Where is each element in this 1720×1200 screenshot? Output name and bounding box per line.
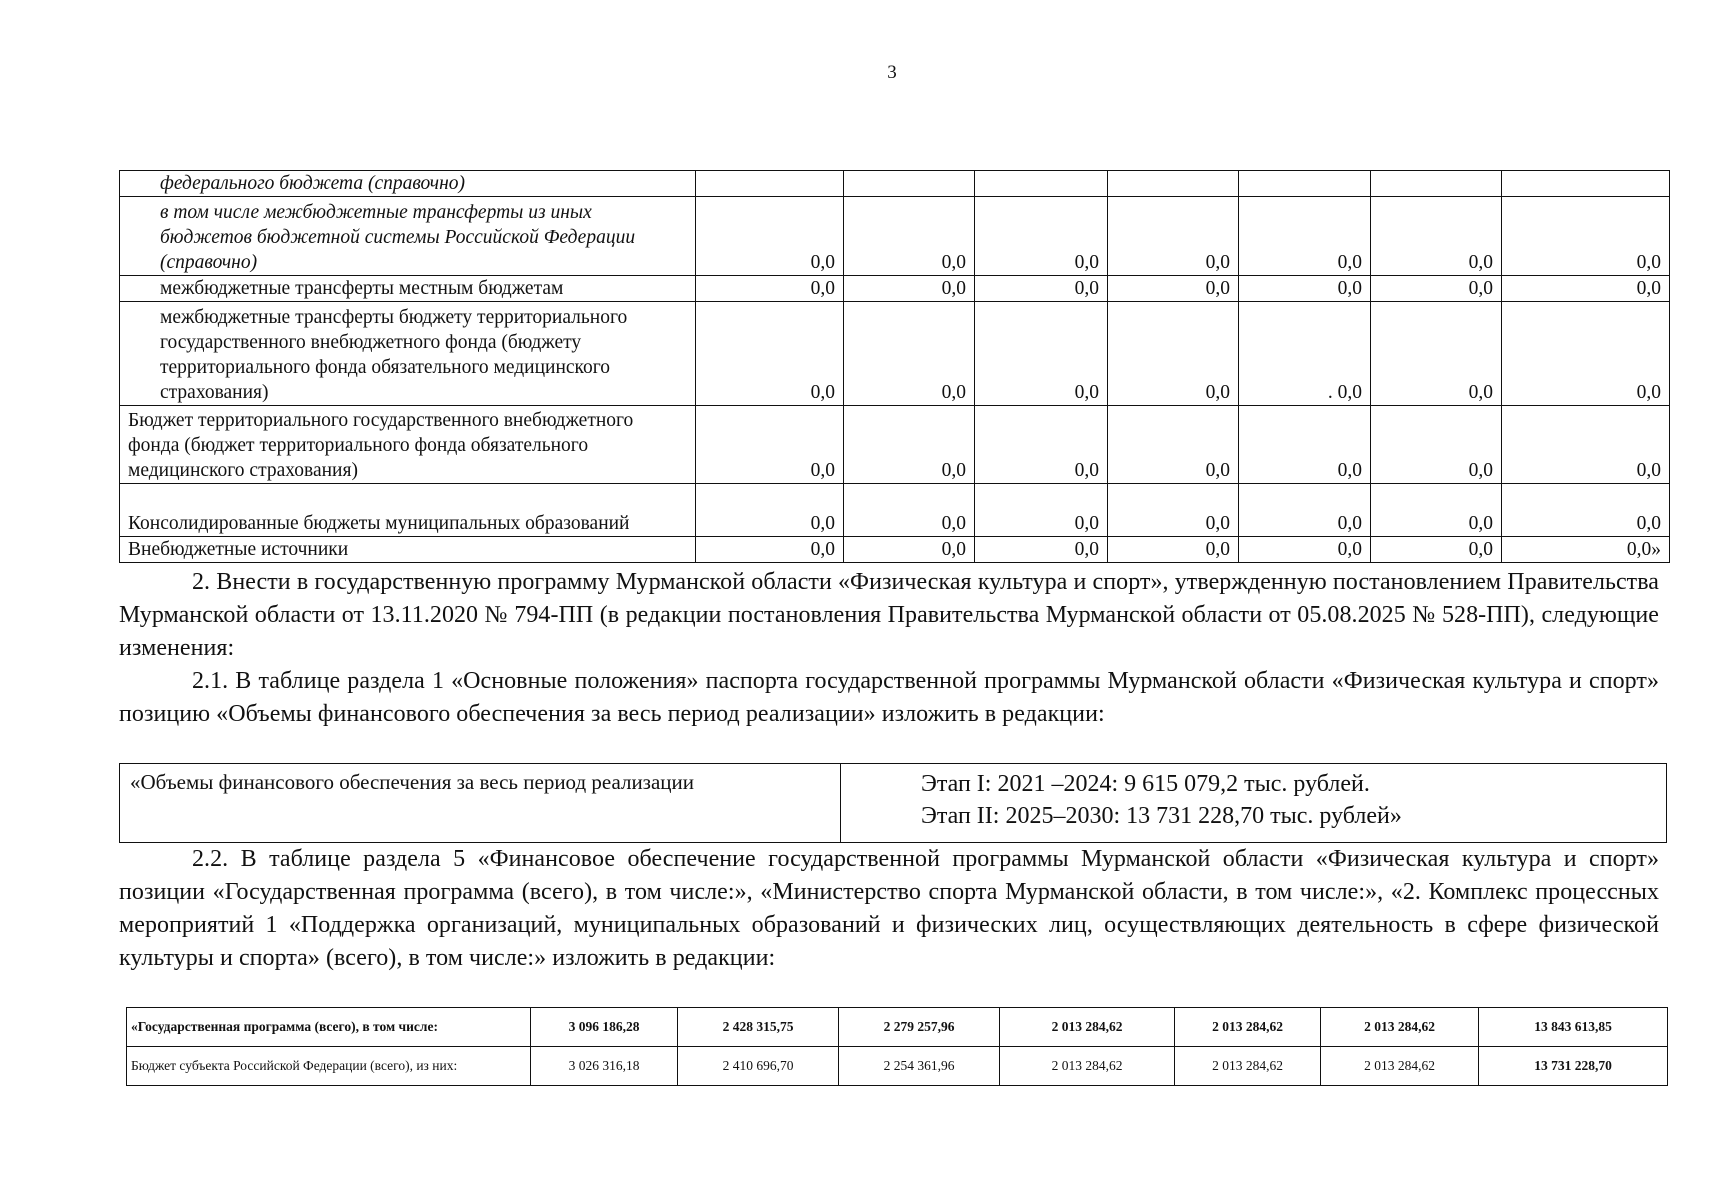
cell-value: 0,0 <box>844 197 975 276</box>
cell-value: 0,0 <box>1371 276 1502 302</box>
cell-value: 0,0 <box>1371 537 1502 563</box>
cell-value: 2 013 284,62 <box>1175 1008 1321 1047</box>
cell-value <box>844 171 975 197</box>
cell-value: 0,0 <box>696 484 844 537</box>
cell-value: 2 013 284,62 <box>1000 1047 1175 1086</box>
cell-value: 0,0 <box>1108 302 1239 406</box>
volume-stages <box>841 764 1667 843</box>
paragraph-2-1-text: 2.1. В таблице раздела 1 «Основные положения» паспорта государственной программы Мурманской области «Физическая культура и спорт» позицию «Объемы финансового обеспечения за весь период реализации» изложить в редакции: <box>119 668 1659 727</box>
paragraph-2 <box>119 566 1659 665</box>
cell-value: 3 026 316,18 <box>531 1047 678 1086</box>
cell-value: 0,0 <box>1108 276 1239 302</box>
cell-value: 2 279 257,96 <box>839 1008 1000 1047</box>
cell-value: 0,0 <box>1239 484 1371 537</box>
cell-value: 2 013 284,62 <box>1321 1008 1479 1047</box>
cell-value: 0,0 <box>1239 406 1371 484</box>
cell-value: 2 013 284,62 <box>1175 1047 1321 1086</box>
cell-value: 2 428 315,75 <box>678 1008 839 1047</box>
cell-value <box>1239 171 1371 197</box>
cell-value: 0,0 <box>1371 302 1502 406</box>
cell-value: 2 013 284,62 <box>1321 1047 1479 1086</box>
cell-value: 0,0 <box>1239 537 1371 563</box>
paragraph-2-2 <box>119 843 1659 975</box>
cell-value: 0,0 <box>975 197 1108 276</box>
row-label: «Государственная программа (всего), в том числе: <box>127 1008 531 1047</box>
cell-value: 2 254 361,96 <box>839 1047 1000 1086</box>
cell-value <box>975 171 1108 197</box>
table-row <box>120 171 1670 197</box>
cell-value: 0,0 <box>844 537 975 563</box>
row-label: федерального бюджета (справочно) <box>120 171 696 197</box>
cell-value <box>1108 171 1239 197</box>
table-row <box>120 484 1670 537</box>
table-row <box>127 1047 1668 1086</box>
funding-volume-table <box>119 763 1667 843</box>
cell-value: 0,0 <box>844 484 975 537</box>
cell-value: 0,0 <box>844 406 975 484</box>
row-label: межбюджетные трансферты местным бюджетам <box>120 276 696 302</box>
paragraph-2-text: 2. Внести в государственную программу Мурманской области «Физическая культура и спорт», утвержденную постановлением Правительства Мурманской области от 13.11.2020 № 794-ПП (в редакции постановления Правительства Мурманской области от 05.08.2025 № 528-ПП), следующие изменения: <box>119 569 1659 661</box>
volume-label: «Объемы финансового обеспечения за весь период реализации <box>120 764 841 843</box>
cell-value: 0,0 <box>1108 197 1239 276</box>
table-row <box>120 276 1670 302</box>
table-row <box>120 537 1670 563</box>
cell-value: 0,0 <box>1502 484 1670 537</box>
row-label: Консолидированные бюджеты муниципальных образований <box>120 484 696 537</box>
cell-value: 0,0 <box>1108 537 1239 563</box>
row-label: Внебюджетные источники <box>120 537 696 563</box>
financing-sources-table <box>119 170 1670 563</box>
cell-value: 3 096 186,28 <box>531 1008 678 1047</box>
cell-value: 0,0 <box>1502 302 1670 406</box>
cell-value: 0,0 <box>696 537 844 563</box>
cell-value: 0,0 <box>696 406 844 484</box>
cell-value <box>696 171 844 197</box>
cell-value: 0,0 <box>1502 276 1670 302</box>
stage-1: Этап I: 2021 –2024: 9 615 079,2 тыс. рублей. <box>921 771 1370 797</box>
cell-value: 0,0 <box>844 302 975 406</box>
paragraph-2-1 <box>119 665 1659 731</box>
table-row <box>120 406 1670 484</box>
cell-value: 13 731 228,70 <box>1479 1047 1668 1086</box>
cell-value: 0,0 <box>1502 406 1670 484</box>
cell-value: 0,0 <box>975 302 1108 406</box>
cell-value <box>1371 171 1502 197</box>
cell-value: 0,0 <box>1371 406 1502 484</box>
stage-2: Этап II: 2025–2030: 13 731 228,70 тыс. рублей» <box>921 803 1402 829</box>
cell-value: 0,0 <box>1239 276 1371 302</box>
cell-value: 0,0 <box>1108 406 1239 484</box>
table-row <box>120 302 1670 406</box>
cell-value: 0,0 <box>696 302 844 406</box>
cell-value: 0,0» <box>1502 537 1670 563</box>
cell-value: 0,0 <box>1371 484 1502 537</box>
cell-value: 13 843 613,85 <box>1479 1008 1668 1047</box>
page-number: 3 <box>887 62 897 83</box>
financial-support-table <box>126 1007 1668 1086</box>
cell-value: 0,0 <box>696 276 844 302</box>
row-label: в том числе межбюджетные трансферты из иных бюджетов бюджетной системы Российской Федерации (справочно) <box>120 197 696 276</box>
cell-value: 0,0 <box>975 406 1108 484</box>
row-label: Бюджет субъекта Российской Федерации (всего), из них: <box>127 1047 531 1086</box>
cell-value: 0,0 <box>696 197 844 276</box>
cell-value: . 0,0 <box>1239 302 1371 406</box>
table-row <box>120 197 1670 276</box>
cell-value: 0,0 <box>844 276 975 302</box>
cell-value: 0,0 <box>1108 484 1239 537</box>
cell-value: 0,0 <box>975 276 1108 302</box>
cell-value: 0,0 <box>1239 197 1371 276</box>
cell-value: 2 410 696,70 <box>678 1047 839 1086</box>
cell-value: 2 013 284,62 <box>1000 1008 1175 1047</box>
cell-value: 0,0 <box>975 537 1108 563</box>
table-row <box>127 1008 1668 1047</box>
cell-value <box>1502 171 1670 197</box>
cell-value: 0,0 <box>1371 197 1502 276</box>
row-label: межбюджетные трансферты бюджету территориального государственного внебюджетного фонда (бюджету территориального фонда обязательного медицинского страхования) <box>120 302 696 406</box>
cell-value: 0,0 <box>975 484 1108 537</box>
row-label: Бюджет территориального государственного внебюджетного фонда (бюджет территориального фонда обязательного медицинского страхования) <box>120 406 696 484</box>
paragraph-2-2-text: 2.2. В таблице раздела 5 «Финансовое обеспечение государственной программы Мурманской области «Физическая культура и спорт» позиции «Государственная программа (всего), в том числе:», «Министерство спорта Мурманской области, в том числе:», «2. Комплекс процессных мероприятий 1 «Поддержка организаций, муниципальных образований и физических лиц, осуществляющих деятельность в сфере физической культуры и спорта» (всего), в том числе:» изложить в редакции: <box>119 846 1659 971</box>
table-row <box>120 764 1667 843</box>
cell-value: 0,0 <box>1502 197 1670 276</box>
